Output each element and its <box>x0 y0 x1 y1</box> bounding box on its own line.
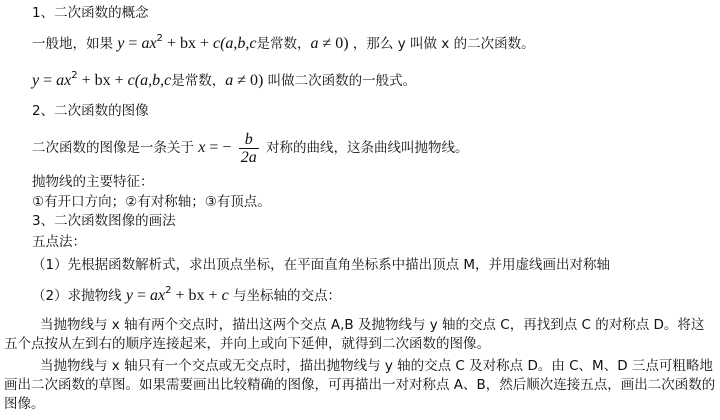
quadratic-formula: $y = ax^2$ + bx + c(a,b,c是常数，a ≠ 0) <box>117 33 349 52</box>
paragraph-two-intersections: 当抛物线与 x 轴有两个交点时，描出这两个交点 A,B 及抛物线与 y 轴的交点 C，再找到点 C 的对称点 D。将这五个点按从左到右的顺序连接起来，并向上或向下延伸，就得到二次函数的图像。 <box>4 317 705 352</box>
section-1-heading: 1、二次函数的概念 <box>32 5 149 21</box>
axis-of-symmetry-line: 二次函数的图像是一条关于 x = − $\frac{b}{2a}$ 对称的曲线，这条曲线叫抛物线。 <box>32 130 469 166</box>
quadratic-formula-general: $y = ax^2$ + bx + c(a,b,c是常数，a ≠ 0) <box>32 70 264 89</box>
paragraph-one-or-no-intersection: 当抛物线与 x 轴只有一个交点或无交点时，描出抛物线与 y 轴的交点 C 及对称点 D。由 C、M、D 三点可粗略地画出二次函数的草图。如果需要画出比较精确的图像，可再描出一对对称点 A、B，然后顺次连接五点，画出二次函数的图像。 <box>4 358 716 412</box>
definition-line: 一般地，如果 $y = ax^2$ + bx + c(a,b,c是常数，a ≠ 0) ，那么 y 叫做 x 的二次函数。 <box>32 33 535 52</box>
general-form-line: $y = ax^2$ + bx + c(a,b,c是常数，a ≠ 0) 叫做二次函数的一般式。 <box>32 70 417 89</box>
features-list: ①有开口方向；②有对称轴；③有顶点。 <box>32 194 271 210</box>
five-point-method: 五点法： <box>32 234 86 250</box>
axis-fraction: $\frac{b}{2a}$ <box>240 130 257 166</box>
step-2: （2）求抛物线 $y = ax^2$ + bx + c 与坐标轴的交点： <box>32 285 341 304</box>
section-2-heading: 2、二次函数的图像 <box>32 103 149 119</box>
section-3-heading: 3、二次函数图像的画法 <box>32 213 176 229</box>
step-1: （1）先根据函数解析式，求出顶点坐标，在平面直角坐标系中描出顶点 M，并用虚线画出对称轴 <box>32 257 611 273</box>
features-title: 抛物线的主要特征： <box>32 174 154 190</box>
